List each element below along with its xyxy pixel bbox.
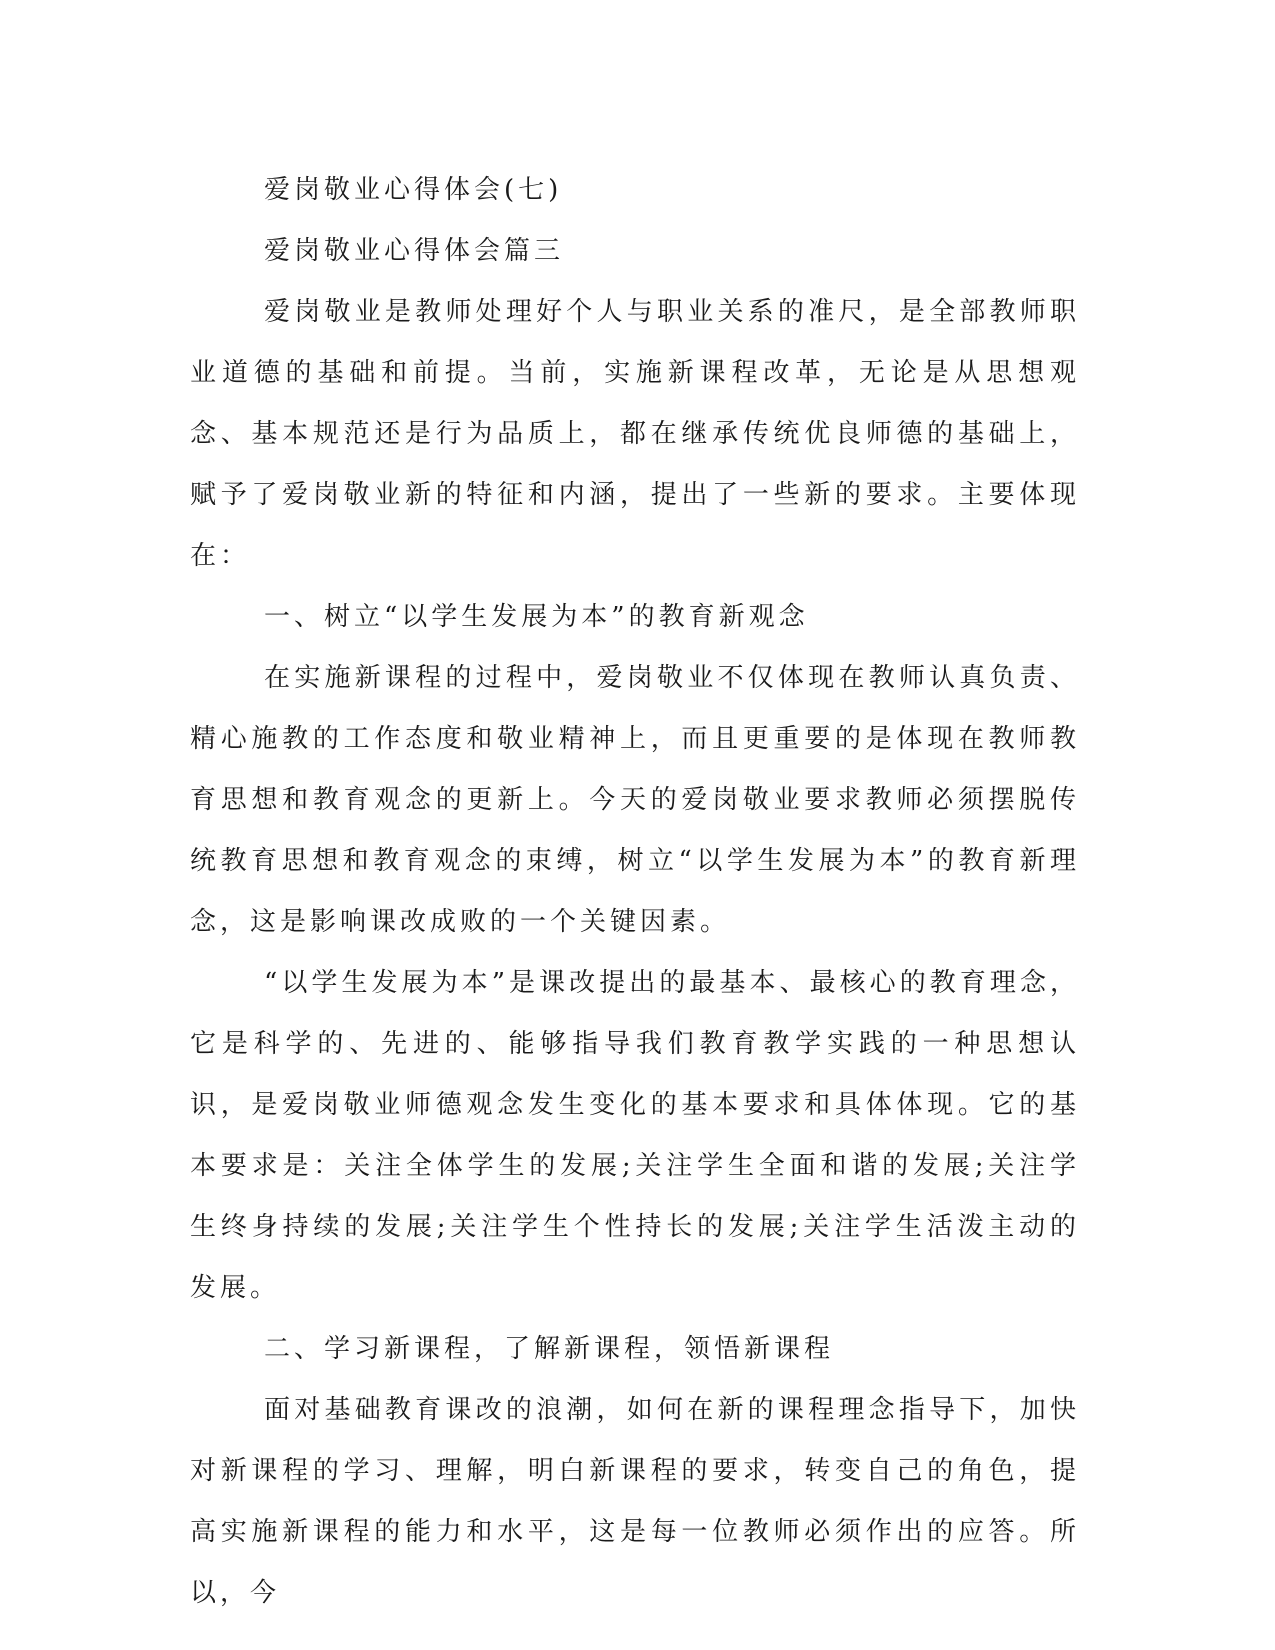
paragraph-section-2a: 面对基础教育课改的浪潮，如何在新的课程理念指导下，加快对新课程的学习、理解，明白新课程的要求，转变自己的角色，提高实施新课程的能力和水平，这是每一位教师必须作出的应答。所以，今: [190, 1395, 1080, 1608]
paragraph-intro: 爱岗敬业是教师处理好个人与职业关系的准尺，是全部教师职业道德的基础和前提。当前，实施新课程改革，无论是从思想观念、基本规范还是行为品质上，都在继承传统优良师德的基础上，赋予了爱岗敬业新的特征和内涵，提出了一些新的要求。主要体现在：: [190, 297, 1080, 571]
section-heading-1: 一、树立“以学生发展为本”的教育新观念: [264, 602, 809, 632]
document-subtitle: 爱岗敬业心得体会篇三: [264, 236, 565, 266]
document-title: 爱岗敬业心得体会(七): [264, 175, 563, 205]
section-heading-2: 二、学习新课程，了解新课程，领悟新课程: [264, 1334, 835, 1364]
document-body: [190, 160, 1080, 1624]
paragraph-section-1b: “以学生发展为本”是课改提出的最基本、最核心的教育理念，它是科学的、先进的、能够指导我们教育教学实践的一种思想认识，是爱岗敬业师德观念发生变化的基本要求和具体体现。它的基本要求是：关注全体学生的发展;关注学生全面和谐的发展;关注学生终身持续的发展;关注学生个性持长的发展;关注学生活泼主动的发展。: [190, 968, 1080, 1303]
paragraph-section-1a: 在实施新课程的过程中，爱岗敬业不仅体现在教师认真负责、精心施教的工作态度和敬业精神上，而且更重要的是体现在教师教育思想和教育观念的更新上。今天的爱岗敬业要求教师必须摆脱传统教育思想和教育观念的束缚，树立“以学生发展为本”的教育新理念，这是影响课改成败的一个关键因素。: [190, 663, 1080, 937]
